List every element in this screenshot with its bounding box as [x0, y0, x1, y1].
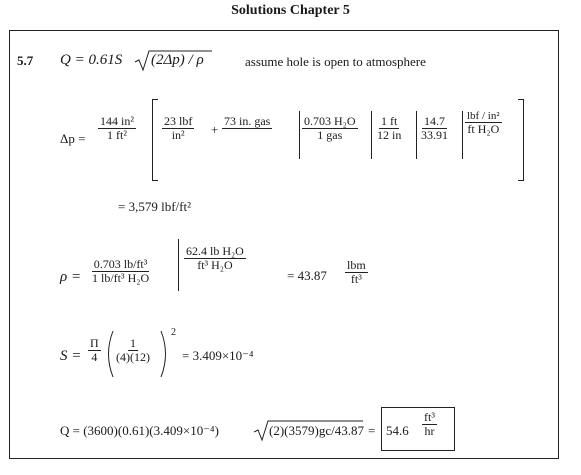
assumption-note: assume hole is open to atmosphere	[245, 54, 426, 69]
dp-term2: 73 in. gas	[224, 114, 271, 128]
dp-left-bracket	[152, 99, 158, 181]
q-sqrt-content: (2Δp) / ρ	[151, 52, 204, 68]
final-eq: =	[368, 423, 376, 438]
dp-conv-ft: $\frac{1 ft}{12 in}$	[377, 114, 402, 143]
dp-term1: 23 lbf in²	[164, 114, 193, 143]
dp-lhs: Δp =	[60, 131, 86, 146]
dp-area-fraction: $\frac{\text{144 in²}}{\text{1 ft²}}$	[100, 114, 134, 143]
solution-frame	[9, 30, 559, 459]
q-lhs: Q = 0.61S	[60, 52, 123, 68]
area-result: = 3.409×10⁻⁴	[182, 348, 254, 363]
area-lhs: S =	[60, 348, 82, 364]
rho-units: lbm ft³	[347, 258, 366, 287]
page-header: Solutions Chapter 5	[231, 3, 350, 18]
final-lhs: Q = (3600)(0.61)(3.409×10⁻⁴)	[60, 423, 219, 438]
final-answer-value: 54.6	[386, 423, 409, 438]
rho-lhs: ρ =	[60, 269, 82, 285]
rho-fraction: $\frac{\text{0.703 lb/ft³}}{\text{1 lb/ft³ H₂O}}$	[92, 257, 150, 286]
final-sqrt-content: (2)(3579)gc/43.87	[269, 423, 364, 438]
area-exponent: 2	[171, 327, 176, 338]
rho-result: = 43.87	[287, 268, 327, 283]
rho-conversion: $\frac{\text{62.4 lb H₂O}}{\text{ft³ H₂O}}$	[186, 244, 244, 273]
dp-conv-atm: $\frac{14.7}{33.91}$	[421, 114, 448, 143]
final-answer-units: $\frac{\text{ft³}}{hr}$	[424, 410, 435, 439]
dp-right-bracket	[518, 99, 524, 181]
final-answer-box	[381, 407, 455, 451]
dp-result: = 3,579 lbf/ft²	[118, 199, 191, 214]
dp-conv-pressure: lbf / in² ft H₂O	[467, 110, 500, 137]
dp-conv-gas: 0.703 H₂O 1 gas	[304, 114, 356, 143]
area-inner-fraction: $\frac{1}{(4)(12)}$	[116, 336, 150, 365]
area-right-paren	[158, 329, 172, 379]
dp-plus: +	[211, 122, 219, 137]
problem-number: 5.7	[17, 53, 34, 68]
area-pi-fraction: $\frac{\Pi}{4}$	[90, 336, 99, 365]
